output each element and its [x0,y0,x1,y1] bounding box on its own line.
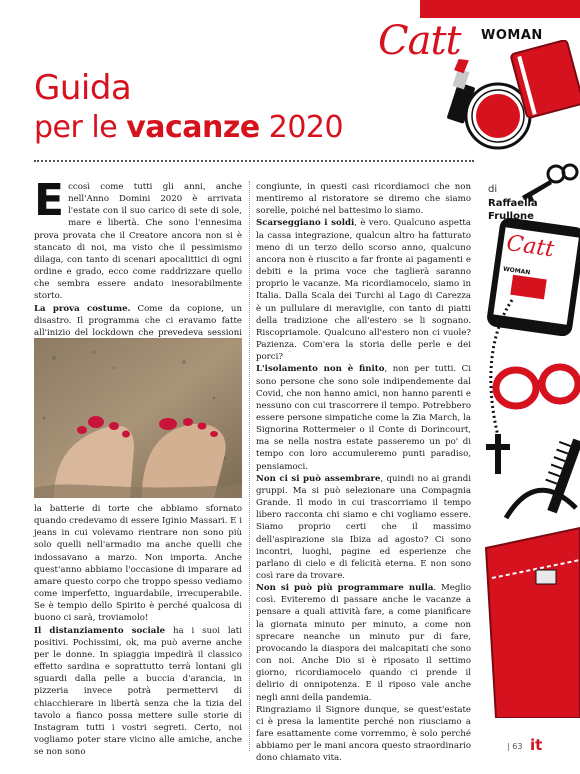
paragraph-text: , è vero. Qualcuno aspetta la cassa integrazione, qualcun altro ha fatturato meno di un terzo dello scorso anno, qualcuno ancora non è riuscito a far fronte ai pagamenti e debiti e la prima voce che taglierà saranno proprio le vacanze. Ma ricordiamocelo, siamo in Italia. Dalla Scala dei Turchi al Lago di Carezza è un pullulare di meraviglie, con tanto di piatti della tradizione che all'estero se li sognano. Riscopriamole. Qualcuno all'estero non ci vuole? Pazienza. Com'era la storia delle perle e dei porci? [256,218,471,363]
paragraph-text: ha i suoi lati positivi. Pochissimi, ok, ma può averne anche per le donne. In spiaggia impedirà il classico effetto sardina e soprattutto terrà lontani gli sguardi dalla pelle a buccia d'arancia, in pizzeria invece potrà permettervi di chiacchierare in libertà senza che la tizia del tavolo a fianco possa mettere sulle storie di Instagram tutti i vostri segreti. Certo, noi vogliamo poter stare vicino alle amiche, anche se non sono [34,625,242,758]
paragraph-heading: Scarseggiano i soldi [256,218,355,229]
byline-author: Raffaella Frullone [488,198,538,222]
paragraph-heading: Il distanziamento sociale [34,625,166,636]
paragraph-text: Come da copione, un disastro. Il programma che ci eravamo fatte all'inizio del lockdown che prevedeva sessioni [34,303,242,338]
paragraph-text: , quindi no ai grandi gruppi. Ma si può selezionare una Compagnia Grande. Il modo in cui trascorriamo il tempo libero racconta chi siamo e chi vogliamo essere. Siamo proprio certi che il massimo dell'aspirazione sia Ibiza ad agosto? Ci sono incontri, luoghi, pagine ed esperienze che parlano di cielo e di felicità eterna. E non sono così rare da trovare. [256,473,471,581]
article-title-line2 [34,110,343,145]
handbag-illustration [476,478,580,718]
article-column-1-top [34,175,242,363]
beach-feet-photo [34,338,242,498]
brand-script: Catt [378,18,461,64]
paragraph-heading: Non si può più programmare nulla [256,583,434,594]
paragraph-text: . Meglio così. Eviteremo di passare anche le vacanze a pensare a quali attività fare, a come pianificare la giornata minuto per minuto, a come non sprecare neanche un minuto pur di fare, provocando la diaspora dei malcapitati che sono con noi. Anche Dio si è riposato il settimo giorno, ricordiamocelo quando ci prende il delirio di onnipotenza. E il riposo vale anche negli anni della pandemia. [256,583,471,703]
paragraph-closing: Ringraziamo il Signore dunque, se quest'estate ci è presa la lamentite perché non riusciamo a fare esattamente come vorremmo, è solo perché abbiamo per le mani ancora questo straordinario dono chiamato vita. [256,704,471,764]
phone-brand-script: Catt [504,230,556,263]
drop-cap: E [34,175,65,226]
paragraph-heading: La prova costume. [34,303,131,314]
title-prefix: per le [34,110,127,145]
paragraph-heading: L'isolamento non è finito [256,364,385,375]
article-column-1-bottom [34,503,242,758]
paragraph-text: congiunte, in questi casi ricordiamoci che non mentiremo al ristoratore se diremo che siamo sorelle, poiché nel battesimo lo siamo. [256,182,471,217]
byline-prefix: di [488,184,498,195]
magazine-logo: it [530,736,543,754]
title-divider [34,160,474,162]
column-divider [249,181,250,751]
paragraph-heading: Non ci si può assembrare [256,473,381,484]
brand-section: WOMAN [481,28,543,43]
paragraph-text: la batterie di torte che abbiamo sfornato quando credevamo di essere Iginio Massari. E i jeans in cui volevamo rientrare non sono più solo quelli nell'armadio ma anche quelli che indossavano a marzo. Non importa. Anche quest'anno abbiamo l'occasione di imparare ad amare questo corpo che troppo spesso vediamo come imperfetto, inguardabile, irrecuperabile. Se è tempio dello Spirito è perché qualcosa di buono ci sarà, troviamolo! [34,504,242,624]
sunglasses-illustration [490,356,580,416]
title-highlight: vacanze [126,110,260,145]
notebook-illustration [510,40,580,120]
title-suffix: 2020 [259,110,344,145]
paragraph-text: , non per tutti. Ci sono persone che sono sole indipendemente dal Covid, che non hanno amici, non hanno parenti e nessuno con cui trascorrere il tempo. Potrebbero essere persone simpatiche come la Zia March, la Signorina Rottermeier o il Conte di Dorincourt, ma se nella nostra estate passeremo un po' di tempo con loro accumuleremo punti paradiso, pensiamoci. [256,364,471,472]
article-column-2 [256,181,471,765]
article-title-line1: Guida [34,68,132,108]
paragraph-intro: ccosì come tutti gli anni, anche nell'Anno Domini 2020 è arrivata l'estate con il suo carico di sete di sole, mare e libertà. Che sono l'ennesima prova provata che il Creatore ancora non si è stancato di noi, ma visto che il pessimismo dilaga, con tanto di scenari apocalittici di ogni ordine e grado, ecco come raddrizzare quello che sembra essere andato inesorabilmente storto. [34,182,242,302]
page-number: | 63 [507,742,523,751]
phone-brand-section: WOMAN [502,265,531,277]
